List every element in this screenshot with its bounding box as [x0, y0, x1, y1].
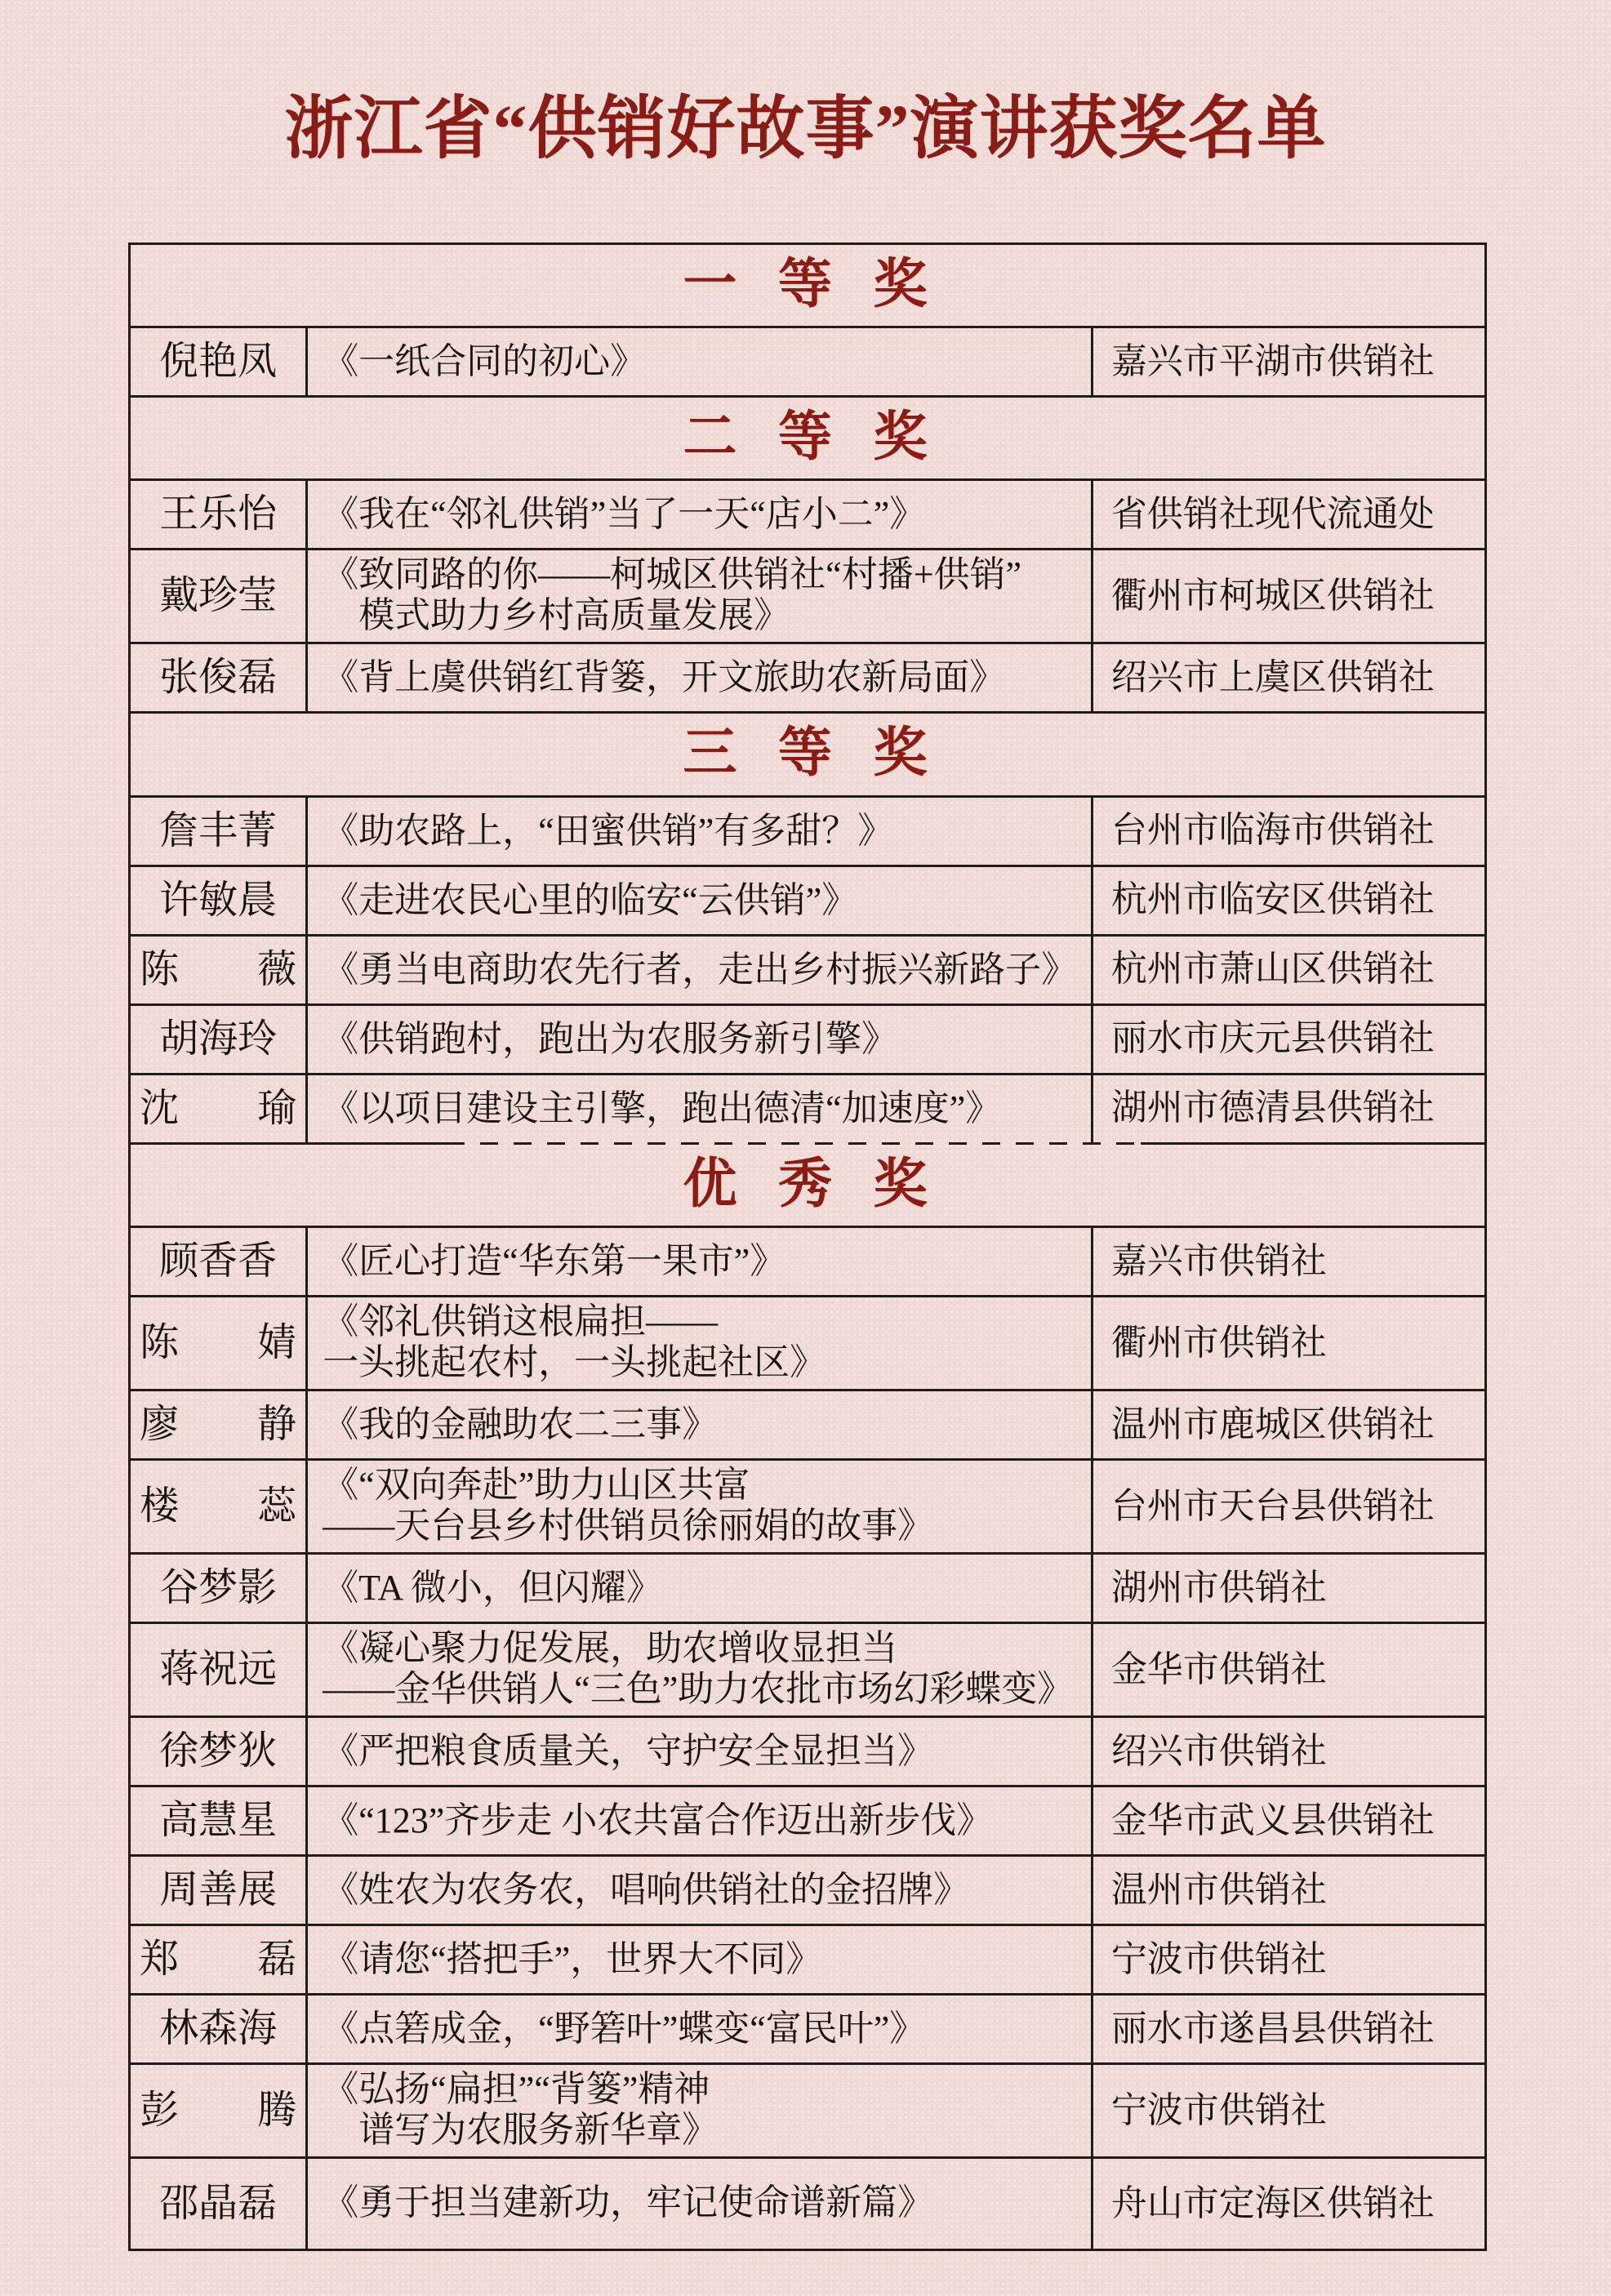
speech-title-line: 《勇当电商助农先行者，走出乡村振兴新路子》 [323, 949, 1078, 990]
speech-title [308, 2159, 1093, 2249]
organization: 杭州市萧山区供销社 [1110, 949, 1435, 990]
speech-title-line: 《背上虞供销红背篓，开文旅助农新局面》 [323, 657, 1006, 698]
speech-title [308, 1228, 1093, 1295]
organization: 丽水市庆元县供销社 [1110, 1018, 1435, 1059]
organization: 衢州市柯城区供销社 [1110, 576, 1435, 616]
winner-name: 林森海 [131, 1996, 308, 2062]
section-header-excellence-award: 优 秀 奖 [131, 1145, 1484, 1228]
winner-name: 郑 磊 [131, 1926, 308, 1993]
speech-title-line: 《严把粮食质量关，守护安全显担当》 [323, 1730, 934, 1771]
speech-title-line: 《我的金融助农二三事》 [323, 1404, 719, 1444]
speech-title-line: 《TA 微小，但闪耀》 [323, 1567, 662, 1608]
organization: 湖州市德清县供销社 [1110, 1088, 1435, 1128]
organization: 湖州市供销社 [1110, 1567, 1327, 1608]
speech-title [308, 1391, 1093, 1458]
speech-title-line: 《助农路上，“田蜜供销”有多甜？》 [323, 810, 894, 851]
table-row [131, 937, 1484, 1006]
winner-name: 顾香香 [131, 1228, 308, 1295]
table-row [131, 1075, 1484, 1145]
organization: 杭州市临安区供销社 [1110, 879, 1435, 920]
table-row [131, 328, 1484, 398]
speech-title [308, 644, 1093, 711]
table-row [131, 1297, 1484, 1391]
organization: 衢州市供销社 [1110, 1322, 1327, 1363]
table-row [131, 1006, 1484, 1075]
organization: 金华市武义县供销社 [1110, 1800, 1435, 1840]
page-title: 浙江省“供销好故事”演讲获奖名单 [284, 91, 1327, 167]
winner-name: 詹丰菁 [131, 798, 308, 865]
organization: 台州市天台县供销社 [1110, 1485, 1435, 1526]
winner-name: 谷梦影 [131, 1555, 308, 1622]
speech-title [308, 1857, 1093, 1924]
speech-title [308, 1075, 1093, 1142]
winner-name: 王乐怡 [131, 481, 308, 548]
table-row [131, 1228, 1484, 1297]
winner-name: 彭 腾 [131, 2065, 308, 2156]
winner-name: 倪艳凤 [131, 328, 308, 395]
speech-title [308, 1461, 1093, 1552]
table-row [131, 2065, 1484, 2159]
speech-title [308, 1297, 1093, 1389]
speech-title-line: 《点箬成金，“野箬叶”蝶变“富民叶”》 [323, 2008, 926, 2049]
speech-title-line: ——天台县乡村供销员徐丽娟的故事》 [323, 1505, 934, 1546]
speech-title-line: 《“双向奔赴”助力山区共富 [323, 1464, 750, 1505]
table-row [131, 1391, 1484, 1461]
speech-title [308, 867, 1093, 934]
table-row [131, 1555, 1484, 1624]
speech-title-line: 《一纸合同的初心》 [323, 340, 647, 381]
organization: 嘉兴市平湖市供销社 [1110, 340, 1435, 381]
winner-name: 廖 静 [131, 1391, 308, 1458]
speech-title [308, 1718, 1093, 1785]
speech-title-line: 一头挑起农村，一头挑起社区》 [323, 1342, 826, 1382]
winner-name: 戴珍莹 [131, 550, 308, 642]
winner-name: 楼 蕊 [131, 1461, 308, 1552]
speech-title-line: 模式助力乡村高质量发展》 [358, 595, 790, 636]
speech-title [308, 1787, 1093, 1854]
winner-name: 张俊磊 [131, 644, 308, 711]
speech-title-line: 《走进农民心里的临安“云供销”》 [323, 879, 858, 920]
organization: 金华市供销社 [1110, 1649, 1327, 1689]
speech-title-line: 《凝心聚力促发展，助农增收显担当 [323, 1627, 898, 1668]
table-row [131, 1787, 1484, 1857]
speech-title-line: ——金华供销人“三色”助力农批市场幻彩蝶变》 [323, 1668, 1074, 1709]
section-header-first-prize: 一 等 奖 [131, 245, 1484, 328]
speech-title-line: 《请您“搭把手”，世界大不同》 [323, 1938, 822, 1979]
speech-title-line: 《勇于担当建新功，牢记使命谱新篇》 [323, 2182, 934, 2223]
organization: 舟山市定海区供销社 [1110, 2183, 1435, 2223]
winner-name: 周善展 [131, 1857, 308, 1924]
speech-title-line: 《“123”齐步走 小农共富合作迈出新步伐》 [323, 1800, 993, 1840]
organization: 宁波市供销社 [1110, 2089, 1327, 2130]
winner-name: 许敏晨 [131, 867, 308, 934]
winner-name: 陈 婧 [131, 1297, 308, 1389]
organization: 绍兴市上虞区供销社 [1110, 657, 1435, 698]
table-row [131, 1461, 1484, 1555]
table-row [131, 1857, 1484, 1926]
table-row [131, 867, 1484, 937]
speech-title [308, 1926, 1093, 1993]
organization: 嘉兴市供销社 [1110, 1240, 1327, 1281]
organization: 温州市供销社 [1110, 1869, 1327, 1910]
speech-title [308, 2065, 1093, 2156]
organization: 绍兴市供销社 [1110, 1730, 1327, 1771]
speech-title [308, 1624, 1093, 1715]
organization: 温州市鹿城区供销社 [1110, 1404, 1435, 1444]
table-row [131, 1718, 1484, 1787]
section-header-third-prize: 三 等 奖 [131, 714, 1484, 797]
speech-title-line: 《供销跑村，跑出为农服务新引擎》 [323, 1018, 898, 1059]
winner-name: 高慧星 [131, 1787, 308, 1854]
speech-title [308, 937, 1093, 1003]
organization: 省供销社现代流通处 [1110, 494, 1435, 535]
speech-title-line: 《姓农为农务农，唱响供销社的金招牌》 [323, 1869, 970, 1910]
table-row [131, 2159, 1484, 2249]
winner-name: 陈 薇 [131, 937, 308, 1003]
table-row [131, 644, 1484, 714]
speech-title [308, 1996, 1093, 2062]
speech-title-line: 《匠心打造“华东第一果市”》 [323, 1240, 786, 1281]
speech-title [308, 481, 1093, 548]
speech-title [308, 798, 1093, 865]
speech-title-line: 《以项目建设主引擎，跑出德清“加速度”》 [323, 1088, 1002, 1128]
winner-name: 胡海玲 [131, 1006, 308, 1073]
table-row [131, 1926, 1484, 1996]
organization: 台州市临海市供销社 [1110, 810, 1435, 851]
speech-title-line: 谱写为农服务新华章》 [358, 2109, 719, 2150]
winner-name: 徐梦狄 [131, 1718, 308, 1785]
speech-title [308, 328, 1093, 395]
section-header-second-prize: 二 等 奖 [131, 398, 1484, 481]
speech-title [308, 550, 1093, 642]
organization: 宁波市供销社 [1110, 1938, 1327, 1979]
winner-name: 邵晶磊 [131, 2159, 308, 2249]
award-table [128, 243, 1487, 2251]
speech-title [308, 1006, 1093, 1073]
speech-title-line: 《致同路的你——柯城区供销社“村播+供销” [323, 554, 1022, 595]
table-row [131, 798, 1484, 867]
speech-title-line: 《我在“邻礼供销”当了一天“店小二”》 [323, 494, 926, 535]
organization: 丽水市遂昌县供销社 [1110, 2008, 1435, 2049]
table-row [131, 550, 1484, 644]
table-row [131, 1624, 1484, 1718]
winner-name: 沈 瑜 [131, 1075, 308, 1142]
table-row [131, 1996, 1484, 2065]
speech-title [308, 1555, 1093, 1622]
winner-name: 蒋祝远 [131, 1624, 308, 1715]
speech-title-line: 《弘扬“扁担”“背篓”精神 [323, 2068, 710, 2109]
table-row [131, 481, 1484, 550]
speech-title-line: 《邻礼供销这根扁担—— [323, 1301, 719, 1342]
